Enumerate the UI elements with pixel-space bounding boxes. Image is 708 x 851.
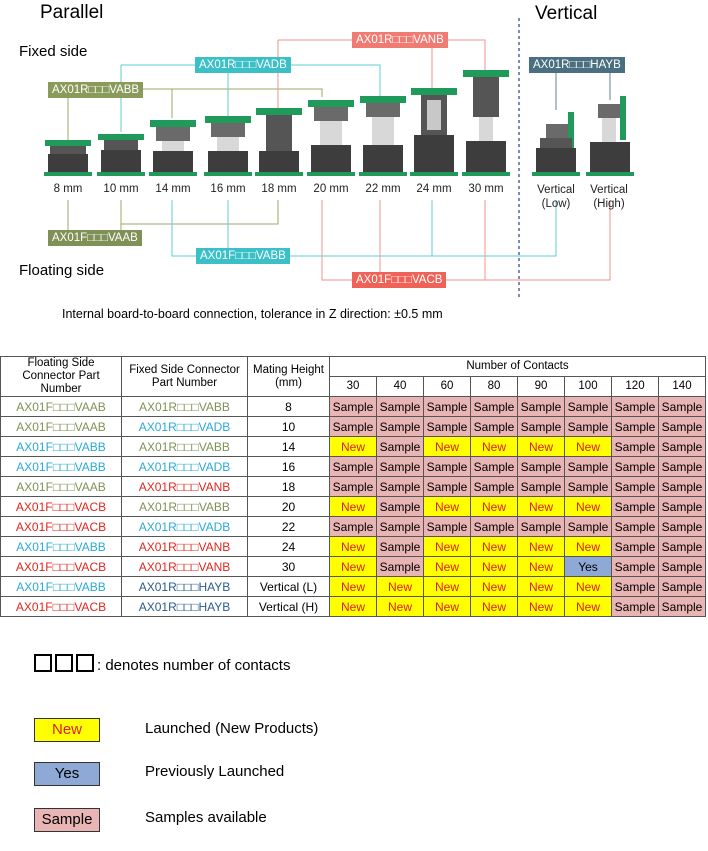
- connector-22mm: [359, 96, 407, 176]
- status-cell: Sample: [377, 557, 424, 577]
- mating-height-cell: Vertical (L): [248, 577, 330, 597]
- table-row: [1, 577, 706, 597]
- height-label: 14 mm: [155, 183, 191, 195]
- floating-part-cell: AX01F□□□VACB: [1, 597, 122, 617]
- status-cell: Sample: [424, 477, 471, 497]
- status-cell: New: [424, 577, 471, 597]
- pn-floating-vabb: AX01F□□□VABB: [196, 248, 290, 264]
- legend-sample-text: Samples available: [145, 809, 267, 826]
- status-cell: Sample: [565, 517, 612, 537]
- header-floating: Floating Side Connector Part Number: [1, 357, 122, 397]
- status-cell: Sample: [471, 397, 518, 417]
- status-cell: New: [565, 577, 612, 597]
- status-cell: New: [518, 577, 565, 597]
- status-cell: New: [471, 557, 518, 577]
- status-cell: Sample: [612, 517, 659, 537]
- status-cell: Sample: [377, 397, 424, 417]
- status-cell: New: [565, 437, 612, 457]
- height-label: 22 mm: [365, 183, 401, 195]
- status-cell: New: [330, 537, 377, 557]
- status-cell: New: [424, 537, 471, 557]
- status-cell: Sample: [659, 517, 706, 537]
- status-cell: Sample: [659, 497, 706, 517]
- mating-height-cell: 8: [248, 397, 330, 417]
- height-label: 24 mm: [416, 183, 452, 195]
- status-cell: Sample: [518, 477, 565, 497]
- status-cell: Sample: [565, 477, 612, 497]
- status-cell: Sample: [424, 457, 471, 477]
- status-cell: Sample: [612, 577, 659, 597]
- height-label-vertical-high: Vertical (High): [590, 184, 628, 210]
- fixed-part-cell: AX01R□□□VADB: [122, 417, 248, 437]
- fixed-part-cell: AX01R□□□VADB: [122, 517, 248, 537]
- contact-square-icon: [34, 654, 52, 672]
- status-cell: New: [565, 597, 612, 617]
- mating-height-cell: 24: [248, 537, 330, 557]
- status-cell: New: [424, 437, 471, 457]
- status-cell: Sample: [471, 417, 518, 437]
- floating-part-cell: AX01F□□□VAAB: [1, 397, 122, 417]
- contacts-header-cell: 100: [565, 377, 612, 397]
- status-cell: New: [330, 557, 377, 577]
- status-cell: Sample: [659, 437, 706, 457]
- connector-20mm: [307, 100, 355, 176]
- status-cell: Sample: [659, 537, 706, 557]
- table-row: [1, 557, 706, 577]
- mating-height-cell: 10: [248, 417, 330, 437]
- compatibility-table: [0, 356, 706, 617]
- status-cell: Sample: [377, 437, 424, 457]
- floating-part-cell: AX01F□□□VAAB: [1, 417, 122, 437]
- status-cell: New: [377, 597, 424, 617]
- status-cell: New: [518, 597, 565, 617]
- table-row: [1, 537, 706, 557]
- status-cell: Sample: [377, 537, 424, 557]
- contacts-header-cell: 30: [330, 377, 377, 397]
- status-cell: Sample: [471, 517, 518, 537]
- legend-new-swatch: New: [34, 718, 100, 742]
- contacts-header-cell: 90: [518, 377, 565, 397]
- status-cell: New: [424, 557, 471, 577]
- status-cell: Sample: [612, 597, 659, 617]
- status-cell: Sample: [377, 497, 424, 517]
- status-cell: Sample: [612, 557, 659, 577]
- mating-height-cell: 18: [248, 477, 330, 497]
- fixed-part-cell: AX01R□□□HAYB: [122, 597, 248, 617]
- floating-side-label: Floating side: [19, 262, 105, 279]
- floating-part-cell: AX01F□□□VACB: [1, 557, 122, 577]
- height-label: 20 mm: [313, 183, 349, 195]
- status-cell: New: [377, 577, 424, 597]
- status-cell: Sample: [330, 477, 377, 497]
- contacts-header-cell: 40: [377, 377, 424, 397]
- status-cell: Sample: [518, 457, 565, 477]
- status-cell: New: [518, 497, 565, 517]
- pn-fixed-hayb: AX01R□□□HAYB: [529, 57, 625, 73]
- status-cell: Sample: [471, 457, 518, 477]
- fixed-part-cell: AX01R□□□VANB: [122, 477, 248, 497]
- fixed-part-cell: AX01R□□□HAYB: [122, 577, 248, 597]
- mating-height-cell: Vertical (H): [248, 597, 330, 617]
- status-cell: New: [518, 537, 565, 557]
- status-cell: Sample: [330, 457, 377, 477]
- table-row: [1, 437, 706, 457]
- connector-30mm: [462, 70, 510, 176]
- status-cell: Sample: [659, 597, 706, 617]
- floating-part-cell: AX01F□□□VAAB: [1, 477, 122, 497]
- status-cell: New: [565, 537, 612, 557]
- table-row: [1, 417, 706, 437]
- contacts-header-cell: 120: [612, 377, 659, 397]
- height-label-vertical-low: Vertical (Low): [537, 184, 575, 210]
- connector-8mm: [44, 140, 92, 176]
- status-cell: Sample: [659, 557, 706, 577]
- legend-sample-swatch: Sample: [34, 808, 100, 832]
- status-cell: New: [471, 437, 518, 457]
- status-cell: Sample: [330, 517, 377, 537]
- table-row: [1, 457, 706, 477]
- pn-fixed-vanb: AX01R□□□VANB: [352, 32, 448, 48]
- contact-square-icon: [55, 654, 73, 672]
- status-cell: New: [565, 497, 612, 517]
- status-cell: New: [424, 497, 471, 517]
- status-cell: Sample: [612, 417, 659, 437]
- status-cell: Sample: [518, 517, 565, 537]
- vertical-title: Vertical: [535, 3, 598, 24]
- pn-fixed-vadb: AX01R□□□VADB: [195, 57, 291, 73]
- mating-height-cell: 22: [248, 517, 330, 537]
- table-row: [1, 597, 706, 617]
- fixed-side-label: Fixed side: [19, 43, 88, 60]
- status-cell: Sample: [377, 457, 424, 477]
- status-cell: Sample: [424, 397, 471, 417]
- header-fixed: Fixed Side Connector Part Number: [122, 357, 248, 397]
- pn-fixed-vabb: AX01R□□□VABB: [48, 82, 143, 98]
- connector-24mm: [410, 88, 458, 176]
- height-label: 30 mm: [468, 183, 504, 195]
- connector-14mm: [149, 120, 197, 176]
- table-row: [1, 497, 706, 517]
- status-cell: New: [424, 597, 471, 617]
- parallel-title: Parallel: [40, 2, 104, 23]
- status-cell: New: [471, 537, 518, 557]
- status-cell: Sample: [612, 497, 659, 517]
- status-cell: Sample: [612, 537, 659, 557]
- table-row: [1, 397, 706, 417]
- status-cell: Sample: [518, 397, 565, 417]
- floating-part-cell: AX01F□□□VACB: [1, 517, 122, 537]
- connector-18mm: [255, 108, 303, 176]
- fixed-part-cell: AX01R□□□VANB: [122, 537, 248, 557]
- status-cell: Sample: [330, 417, 377, 437]
- height-label: 8 mm: [53, 183, 83, 195]
- contacts-header-cell: 140: [659, 377, 706, 397]
- status-cell: Sample: [659, 477, 706, 497]
- contact-square-icon: [76, 654, 94, 672]
- status-cell: Sample: [612, 477, 659, 497]
- fixed-part-cell: AX01R□□□VABB: [122, 397, 248, 417]
- floating-part-cell: AX01F□□□VABB: [1, 577, 122, 597]
- mating-height-cell: 16: [248, 457, 330, 477]
- fixed-part-cell: AX01R□□□VADB: [122, 457, 248, 477]
- status-cell: Sample: [565, 457, 612, 477]
- status-cell: Sample: [377, 417, 424, 437]
- connector-16mm: [204, 116, 252, 176]
- header-number-of-contacts: Number of Contacts: [330, 357, 706, 377]
- status-cell: Sample: [659, 457, 706, 477]
- status-cell: Sample: [565, 397, 612, 417]
- connector-10mm: [97, 134, 145, 176]
- status-cell: Sample: [377, 477, 424, 497]
- denotes-text: : denotes number of contacts: [97, 657, 291, 674]
- legend-yes-text: Previously Launched: [145, 763, 285, 780]
- header-mating-height: Mating Height (mm): [248, 357, 330, 397]
- contacts-header-cell: 80: [471, 377, 518, 397]
- fixed-part-cell: AX01R□□□VABB: [122, 497, 248, 517]
- fixed-part-cell: AX01R□□□VABB: [122, 437, 248, 457]
- status-cell: Sample: [659, 397, 706, 417]
- height-label: 16 mm: [210, 183, 246, 195]
- status-cell: Sample: [565, 417, 612, 437]
- status-cell: Sample: [330, 397, 377, 417]
- status-cell: New: [330, 597, 377, 617]
- table-row: [1, 477, 706, 497]
- fixed-part-cell: AX01R□□□VANB: [122, 557, 248, 577]
- status-cell: Sample: [612, 437, 659, 457]
- status-cell: New: [330, 497, 377, 517]
- floating-part-cell: AX01F□□□VABB: [1, 537, 122, 557]
- connector-vertical-low: [532, 112, 580, 176]
- contacts-header-cell: 60: [424, 377, 471, 397]
- status-cell: New: [330, 437, 377, 457]
- pn-floating-vacb: AX01F□□□VACB: [352, 272, 446, 288]
- status-cell: New: [518, 437, 565, 457]
- status-cell: Sample: [612, 457, 659, 477]
- table-row: [1, 517, 706, 537]
- status-cell: Sample: [518, 417, 565, 437]
- legend-new-text: Launched (New Products): [145, 720, 319, 737]
- pn-floating-vaab: AX01F□□□VAAB: [48, 230, 142, 246]
- mating-height-cell: 20: [248, 497, 330, 517]
- status-cell: New: [518, 557, 565, 577]
- floating-part-cell: AX01F□□□VABB: [1, 437, 122, 457]
- floating-part-cell: AX01F□□□VABB: [1, 457, 122, 477]
- status-cell: Sample: [659, 417, 706, 437]
- status-cell: Yes: [565, 557, 612, 577]
- floating-part-cell: AX01F□□□VACB: [1, 497, 122, 517]
- connector-diagram: [0, 0, 708, 340]
- status-cell: Sample: [471, 477, 518, 497]
- tolerance-caption: Internal board-to-board connection, tolerance in Z direction: ±0.5 mm: [62, 307, 443, 321]
- status-cell: Sample: [612, 397, 659, 417]
- status-cell: Sample: [424, 517, 471, 537]
- height-label: 10 mm: [103, 183, 139, 195]
- status-cell: New: [471, 497, 518, 517]
- status-cell: Sample: [659, 577, 706, 597]
- denotes-legend: [34, 654, 290, 674]
- vacb-floating-lines: [322, 200, 610, 280]
- connector-vertical-high: [586, 96, 634, 176]
- status-cell: New: [330, 577, 377, 597]
- status-cell: New: [471, 577, 518, 597]
- status-cell: New: [471, 597, 518, 617]
- status-cell: Sample: [377, 517, 424, 537]
- mating-height-cell: 14: [248, 437, 330, 457]
- legend-yes-swatch: Yes: [34, 762, 100, 786]
- status-cell: Sample: [424, 417, 471, 437]
- mating-height-cell: 30: [248, 557, 330, 577]
- height-label: 18 mm: [261, 183, 297, 195]
